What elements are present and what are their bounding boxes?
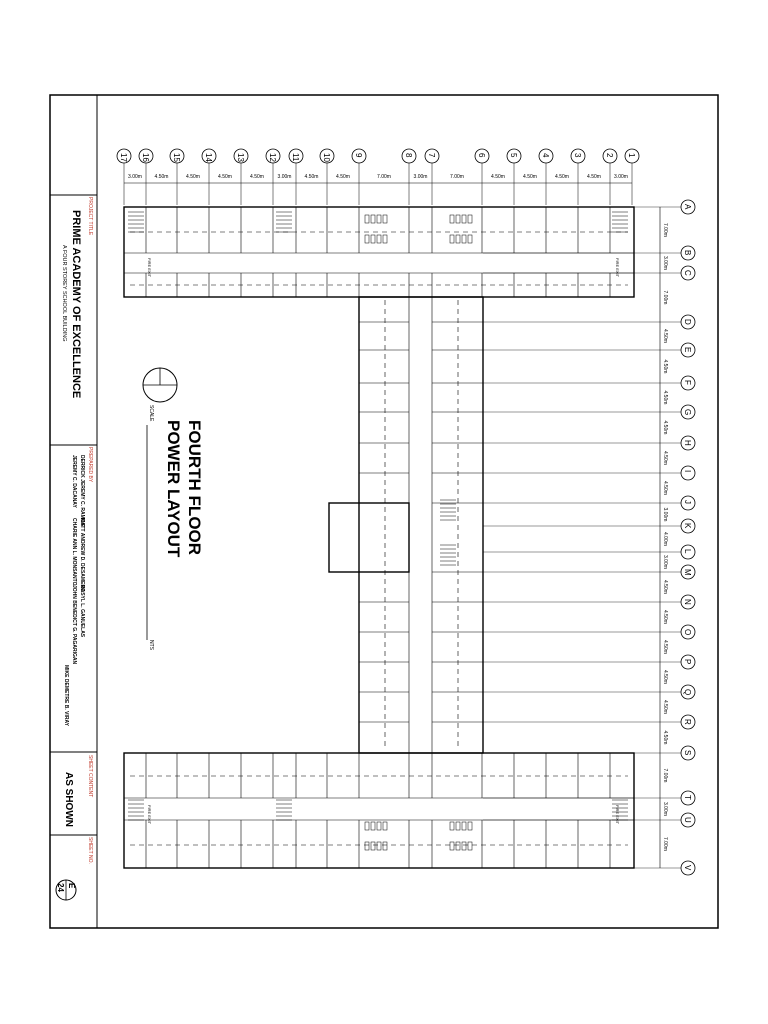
toilet-fixture-icon	[450, 215, 472, 223]
grid-dimension-label: 4.50m	[662, 610, 668, 624]
stair-icon	[128, 800, 144, 820]
grid-number-label: 17	[119, 153, 128, 162]
sheet-no-label: SHEET NO.	[87, 837, 93, 864]
project-title-label: PROJECT TITLE	[87, 197, 93, 236]
grid-number-label: 5	[509, 153, 518, 158]
grid-number-label: 6	[477, 153, 486, 158]
grid-letter-label: P	[683, 659, 692, 665]
grid-number-label: 15	[172, 153, 181, 162]
grid-dimension-label: 7.00m	[662, 837, 668, 851]
grid-dimension-label: 4.50m	[336, 174, 350, 180]
grid-letter-label: F	[683, 380, 692, 385]
grid-letter-label: H	[683, 440, 692, 446]
toilet-fixture-icon	[365, 842, 387, 850]
grid-letter-label: A	[683, 204, 692, 210]
preparer-name: JEREMY C. DACANAY	[71, 455, 77, 508]
stair-icon	[276, 800, 292, 820]
grid-letter-label: B	[683, 250, 692, 256]
grid-letter-label: K	[683, 523, 692, 529]
grid-letter-label: U	[683, 817, 692, 823]
grid-dimension-label: 4.50m	[250, 174, 264, 180]
grid-dimension-label: 3.00m	[662, 507, 668, 522]
preparer-name: CHARIE ANN L. MONSANTO	[71, 518, 77, 586]
title-block	[50, 95, 97, 928]
preparers-list	[63, 455, 85, 727]
grid-number-label: 13	[236, 153, 245, 162]
grid-dimension-label: 4.50m	[662, 481, 668, 495]
grid-dimension-label: 4.50m	[662, 451, 668, 465]
fire-exit-label: FIRE EXIT	[615, 258, 620, 278]
grid-dimension-label: 3.00m	[277, 174, 292, 180]
grid-number-label: 9	[354, 153, 363, 158]
grid-dimension-label: 4.50m	[491, 174, 505, 180]
stair-icon	[128, 212, 144, 232]
grid-dimension-label: 4.50m	[662, 700, 668, 714]
grid-dimension-label: 4.50m	[555, 174, 569, 180]
grid-letter-label: I	[683, 470, 692, 473]
grid-dimension-label: 4.50m	[587, 174, 601, 180]
grid-dimension-label: 3.00m	[614, 174, 628, 180]
preparer-name: JOHN BENEDICT G. PAGARIGAN	[71, 585, 77, 665]
grid-dimension-label: 4.50m	[218, 174, 232, 180]
preparer-name: MIKE DEMETRE B. VIRAY	[63, 665, 69, 726]
central-lobby-wall	[329, 503, 409, 572]
grid-dimension-label: 7.00m	[377, 174, 391, 180]
grid-number-label: 7	[427, 153, 436, 158]
stair-icon	[612, 212, 628, 232]
toilet-fixture-icon	[450, 842, 472, 850]
grid-letter-label: E	[683, 347, 692, 353]
grid-letter-label: R	[683, 719, 692, 725]
grid-dimension-label: 3.00m	[662, 256, 668, 270]
grid-number-label: 16	[141, 153, 150, 162]
grid-letter-label: V	[683, 865, 692, 871]
fire-exit-label: FIRE EXIT	[615, 805, 620, 825]
drawing-title-line2: POWER LAYOUT	[164, 420, 183, 558]
sheet-content-label: SHEET CONTENT	[87, 755, 93, 798]
stair-icon	[440, 545, 456, 565]
grid-dimension-label: 4.50m	[523, 174, 537, 180]
sheet-prefix: E	[67, 883, 76, 889]
grid-number-label: 14	[204, 153, 213, 162]
toilet-fixture-icon	[450, 822, 472, 830]
toilet-fixture-icon	[450, 235, 472, 243]
grid-letter-label: N	[683, 599, 692, 605]
grid-dimension-label: 7.00m	[662, 290, 668, 305]
grid-dimension-label: 4.50m	[662, 640, 668, 654]
preparer-name: MATT ANDREW D. DESAMERO	[79, 518, 85, 592]
fire-exit-label: FIRE EXIT	[147, 805, 152, 825]
grid-dimension-label: 7.00m	[662, 768, 668, 783]
grid-dimension-label: 3.00m	[662, 802, 668, 816]
project-name: PRIME ACADEMY OF EXCELLENCE	[70, 210, 82, 399]
grid-dimension-label: 4.50m	[304, 174, 319, 180]
grid-number-label: 4	[541, 153, 550, 158]
stair-icon	[276, 212, 292, 232]
toilet-fixture-icon	[365, 822, 387, 830]
grid-dimension-label: 3.00m	[413, 174, 428, 180]
sheet-number: 24	[56, 883, 65, 892]
grid-letter-label: T	[683, 795, 692, 800]
grid-letter-label: J	[683, 500, 692, 504]
grid-dimension-label: 4.50m	[662, 390, 668, 405]
grid-number-label: 3	[573, 153, 582, 158]
drawing-title	[143, 368, 204, 651]
preparer-name: BASYL L. GANUELAS	[79, 585, 85, 638]
grid-number-label: 8	[404, 153, 413, 158]
grid-dimension-label: 7.00m	[662, 223, 668, 237]
sheet-content-value: AS SHOWN	[63, 772, 74, 827]
grid-number-label: 10	[322, 153, 331, 162]
grid-letter-label: S	[683, 750, 692, 756]
grid-letter-label: C	[683, 270, 692, 276]
grid-row-markers	[483, 200, 695, 875]
grid-dimension-label: 4.50m	[186, 174, 200, 180]
grid-dimension-label: 4.50m	[662, 359, 668, 374]
toilet-fixture-icon	[365, 235, 387, 243]
grid-letter-label: G	[683, 409, 692, 416]
grid-dimension-label: 7.00m	[450, 174, 464, 180]
grid-dimension-label: 4.50m	[662, 329, 668, 343]
grid-column-markers	[117, 149, 639, 205]
fire-exit-label: FIRE EXIT	[147, 258, 152, 278]
grid-letter-label: Q	[683, 689, 692, 696]
grid-dimension-label: 4.50m	[662, 420, 668, 435]
prepared-by-label: PREPARED BY	[87, 447, 93, 483]
grid-number-label: 2	[605, 153, 614, 158]
grid-dimension-label: 4.50m	[662, 670, 668, 684]
grid-letter-label: D	[683, 319, 692, 325]
drawing-title-line1: FOURTH FLOOR	[185, 420, 204, 556]
grid-dimension-label: 4.50m	[154, 174, 169, 180]
grid-dimension-label: 4.00m	[662, 532, 668, 546]
bottom-wing-wall	[124, 753, 634, 868]
project-subtitle: A FOUR STOREY SCHOOL BUILDING	[61, 245, 67, 342]
grid-number-label: 12	[268, 153, 277, 162]
grid-number-label: 1	[627, 153, 636, 158]
grid-dimension-label: 3.00m	[662, 555, 668, 569]
grid-dimension-label: 4.50m	[662, 580, 668, 594]
central-spine-wall	[359, 297, 483, 753]
preparer-name: DERRICK JEREMY C. RAMOS	[79, 455, 85, 527]
grid-letter-label: L	[683, 549, 692, 554]
grid-dimension-label: 4.50m	[662, 730, 668, 745]
scale-label: SCALE	[148, 405, 154, 422]
grid-letter-bubble	[681, 466, 695, 480]
toilet-fixture-icon	[365, 215, 387, 223]
grid-letter-label: O	[683, 629, 692, 636]
grid-number-label: 11	[291, 153, 300, 162]
grid-letter-label: M	[683, 569, 692, 576]
top-wing-wall	[124, 207, 634, 297]
grid-dimension-label: 3.00m	[128, 174, 142, 180]
nts-label: NTS	[148, 640, 154, 650]
